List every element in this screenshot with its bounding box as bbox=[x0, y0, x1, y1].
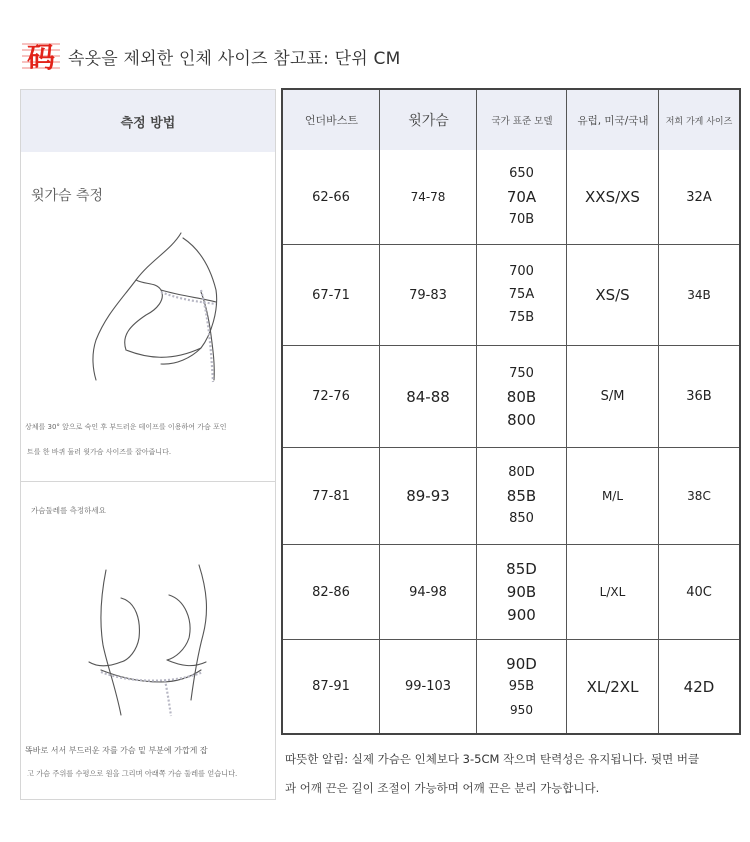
row2-underbust: 67-71 bbox=[312, 287, 350, 303]
row4-model-1: 80D bbox=[508, 465, 535, 480]
row4-bust: 89-93 bbox=[406, 487, 450, 505]
notice-line-2: 과 어깨 끈은 길이 조절이 가능하며 어깨 끈은 분리 가능합니다. bbox=[285, 781, 600, 795]
row1-models bbox=[477, 150, 566, 244]
row6-shop: 42D bbox=[683, 677, 715, 696]
row5-model-3: 900 bbox=[507, 606, 536, 624]
row1-model-1: 650 bbox=[509, 166, 534, 181]
upper-bust-title: 윗가슴 측정 bbox=[31, 188, 104, 204]
size-table bbox=[281, 88, 741, 735]
header-shop-size: 저희 가게 사이즈 bbox=[665, 116, 733, 127]
title-text: 속옷을 제외한 인체 사이즈 참고표: 단위 CM bbox=[68, 48, 401, 69]
row4-models bbox=[477, 448, 566, 544]
row1-bust: 74-78 bbox=[410, 190, 446, 204]
underbust-note-1: 똑바로 서서 부드러운 자를 가슴 밑 부분에 가깝게 잡 bbox=[25, 746, 208, 755]
row1-model-2: 70A bbox=[506, 188, 537, 206]
row3-bust: 84-88 bbox=[406, 387, 450, 406]
header-underbust: 언더바스트 bbox=[304, 114, 359, 127]
measurement-panel bbox=[20, 89, 276, 800]
row5-underbust: 82-86 bbox=[312, 584, 350, 600]
row3-models bbox=[477, 346, 566, 447]
row5-model-2: 90B bbox=[506, 583, 537, 601]
row4-model-3: 850 bbox=[509, 511, 534, 526]
row6-underbust: 87-91 bbox=[312, 679, 350, 694]
row3-model-3: 800 bbox=[507, 410, 536, 429]
row1-model-3: 70B bbox=[508, 212, 535, 227]
header-upper-bust: 윗가슴 bbox=[408, 113, 449, 129]
row5-eu: L/XL bbox=[599, 585, 626, 599]
row6-model-3: 950 bbox=[510, 702, 533, 717]
measurement-header: 측정 방법 bbox=[21, 90, 275, 152]
underbust-illustration bbox=[81, 550, 231, 718]
row6-eu: XL/2XL bbox=[586, 677, 639, 696]
header-eu-us: 유럽, 미국/국내 bbox=[577, 114, 649, 127]
underbust-note-2: 고 가슴 주위를 수평으로 원을 그리며 아래쪽 가슴 둘레를 얻습니다. bbox=[27, 769, 238, 778]
row6-bust: 99-103 bbox=[404, 679, 452, 694]
row2-models bbox=[477, 245, 566, 345]
row6-models bbox=[477, 640, 566, 733]
row6-model-1: 90D bbox=[506, 654, 537, 673]
row2-bust: 79-83 bbox=[409, 287, 447, 303]
panel-divider bbox=[21, 481, 275, 482]
row5-models bbox=[477, 545, 566, 639]
row2-eu: XS/S bbox=[595, 286, 630, 304]
row5-model-1: 85D bbox=[506, 560, 537, 578]
size-code-logo-icon bbox=[22, 38, 60, 74]
svg-text:码: 码 bbox=[26, 41, 56, 74]
notice-line-1: 따뜻한 알림: 실제 가슴은 인체보다 3-5CM 작으며 탄력성은 유지됩니다. 뒷면 버클 bbox=[285, 752, 700, 766]
row2-model-2: 75A bbox=[508, 287, 535, 302]
row2-model-1: 700 bbox=[509, 264, 534, 279]
row3-model-2: 80B bbox=[506, 387, 537, 406]
row2-shop: 34B bbox=[687, 288, 711, 302]
row6-model-2: 95B bbox=[508, 678, 535, 694]
row4-eu: M/L bbox=[601, 489, 624, 503]
upper-bust-note-1: 상체를 30° 앞으로 숙인 후 부드러운 테이프를 이용하여 가슴 포인 bbox=[25, 423, 227, 431]
row3-model-1: 750 bbox=[509, 365, 534, 381]
row3-shop: 36B bbox=[686, 389, 712, 404]
row4-underbust: 77-81 bbox=[312, 488, 350, 504]
upper-bust-note-2: 트를 한 바퀴 둘러 윗가슴 사이즈를 잡아줍니다. bbox=[27, 448, 172, 456]
underbust-title: 가슴둘레를 측정하세요 bbox=[31, 506, 106, 515]
row5-shop: 40C bbox=[686, 584, 712, 600]
row4-model-2: 85B bbox=[506, 487, 537, 505]
row3-underbust: 72-76 bbox=[312, 389, 350, 404]
page-title bbox=[22, 38, 400, 74]
row3-eu: S/M bbox=[600, 389, 625, 404]
row1-underbust: 62-66 bbox=[312, 189, 350, 205]
row2-model-3: 75B bbox=[508, 310, 535, 325]
row1-shop: 32A bbox=[686, 189, 712, 205]
upper-bust-illustration bbox=[51, 230, 251, 385]
row1-eu: XXS/XS bbox=[585, 188, 640, 206]
row4-shop: 38C bbox=[687, 489, 711, 503]
row5-bust: 94-98 bbox=[409, 584, 447, 600]
header-national-standard: 국가 표준 모델 bbox=[491, 116, 553, 127]
